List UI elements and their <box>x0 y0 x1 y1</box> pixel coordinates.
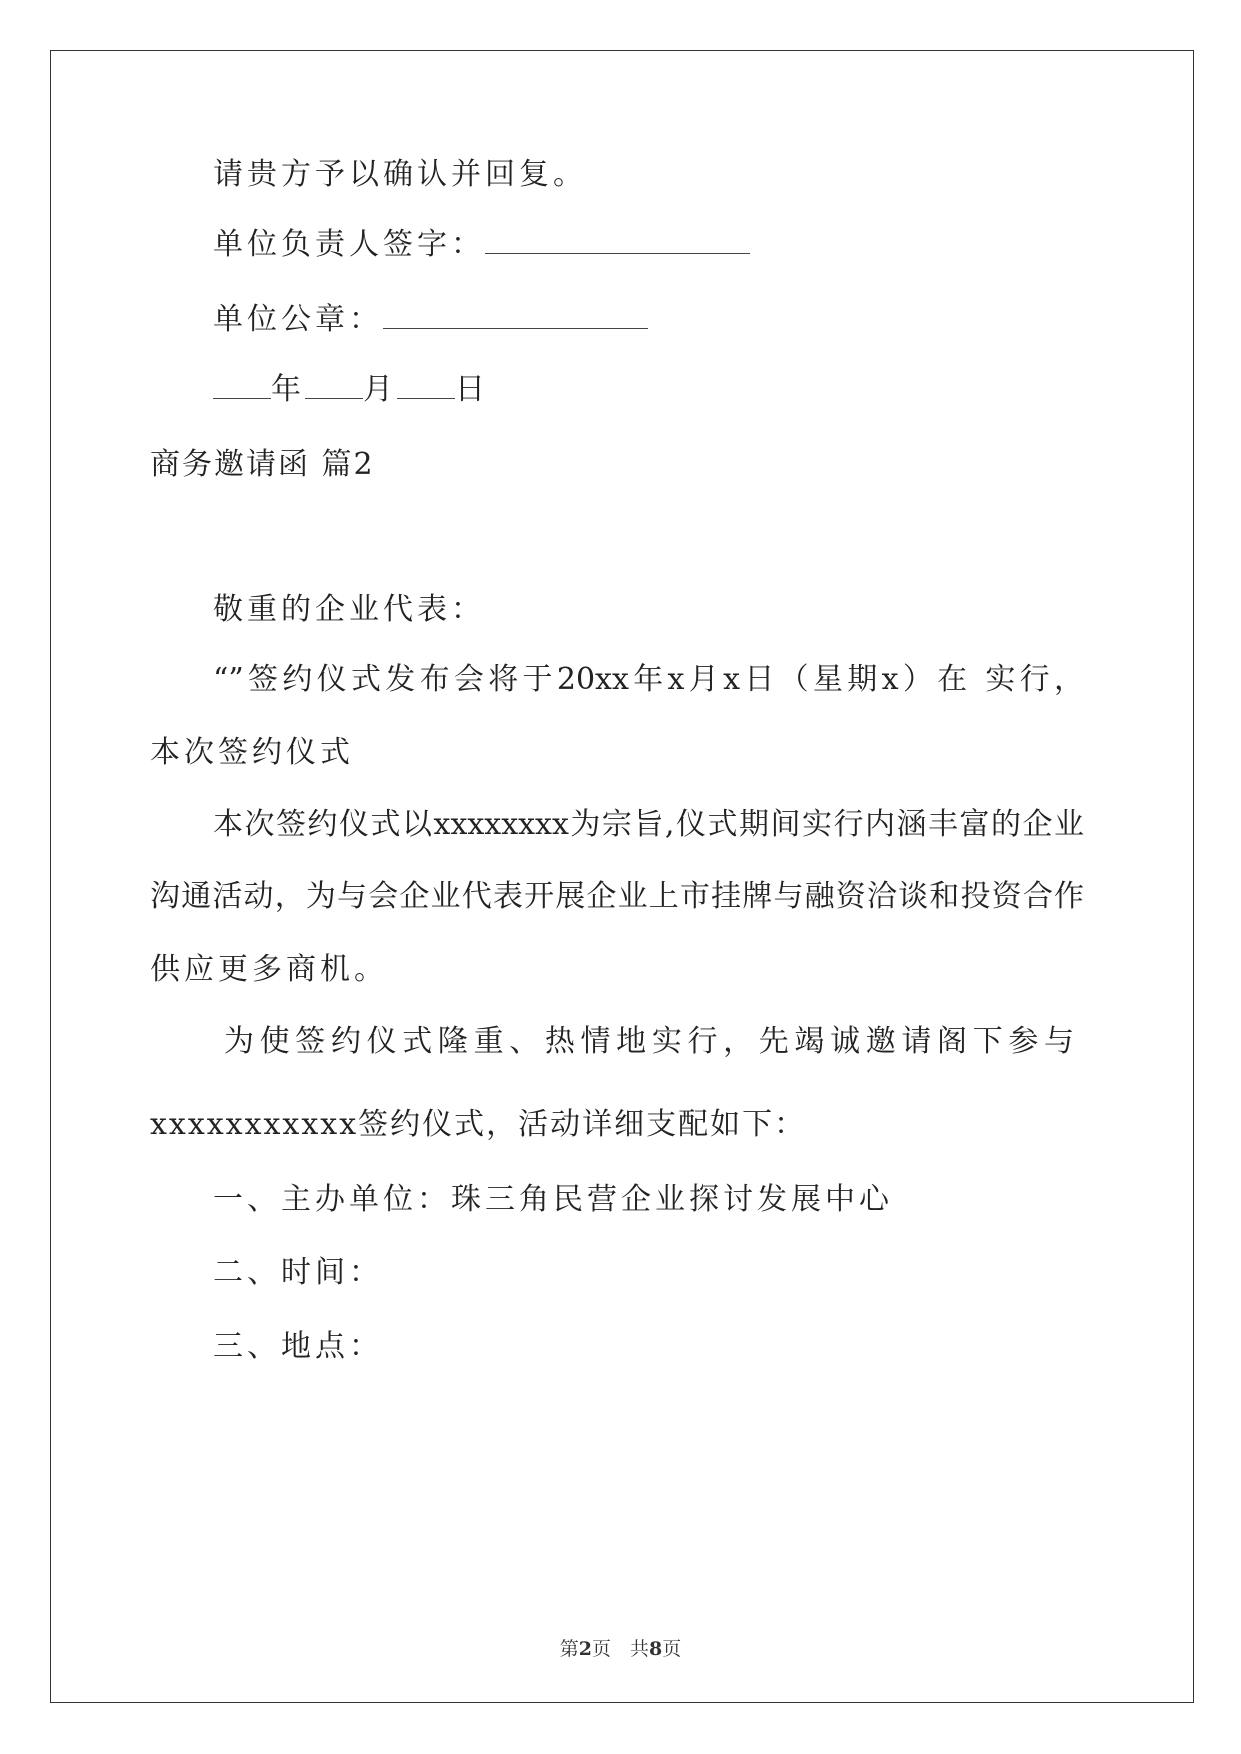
paragraph-2-line-2: 沟通活动，为与会企业代表开展企业上市挂牌与融资洽谈和投资合作 <box>150 879 1084 914</box>
footer-total-pages: 8 <box>649 1638 663 1660</box>
confirm-paragraph: 请贵方予以确认并回复。 <box>213 157 587 192</box>
paragraph-2-line-3: 供应更多商机。 <box>150 952 388 987</box>
seal-label: 单位公章： <box>213 302 383 337</box>
section-title: 商务邀请函 篇2 <box>150 447 375 482</box>
list-item-time: 二、时间： <box>213 1255 383 1290</box>
list-item-organizer: 一、主办单位：珠三角民营企业探讨发展中心 <box>213 1182 893 1217</box>
paragraph-3-line-1: 为使签约仪式隆重、热情地实行，先竭诚邀请阁下参与 <box>224 1024 1074 1059</box>
day-blank[interactable] <box>397 372 455 399</box>
paragraph-1-line-2: 本次签约仪式 <box>150 735 354 770</box>
footer-current-page: 2 <box>578 1638 592 1660</box>
month-label: 月 <box>363 372 397 407</box>
signature-label: 单位负责人签字： <box>213 227 485 262</box>
signature-blank[interactable] <box>485 227 750 254</box>
date-line <box>213 370 489 410</box>
footer-suffix: 页 <box>662 1638 682 1660</box>
paragraph-3-line-2: xxxxxxxxxxx签约仪式，活动详细支配如下： <box>150 1107 807 1142</box>
seal-blank[interactable] <box>383 302 648 329</box>
list-item-location: 三、地点： <box>213 1329 383 1364</box>
greeting: 敬重的企业代表： <box>213 592 485 627</box>
signature-line <box>213 225 750 265</box>
year-blank[interactable] <box>213 372 271 399</box>
day-label: 日 <box>455 372 489 407</box>
seal-line <box>213 300 648 340</box>
year-label: 年 <box>271 372 305 407</box>
month-blank[interactable] <box>305 372 363 399</box>
footer-mid: 页 共 <box>591 1638 649 1660</box>
page-footer <box>0 1634 1241 1661</box>
paragraph-2-line-1: 本次签约仪式以xxxxxxxx为宗旨,仪式期间实行内涵丰富的企业 <box>213 807 1084 842</box>
paragraph-1-line-1: “”签约仪式发布会将于20xx年x月x日（星期x）在 实行， <box>213 662 1084 697</box>
footer-prefix: 第 <box>559 1638 579 1660</box>
